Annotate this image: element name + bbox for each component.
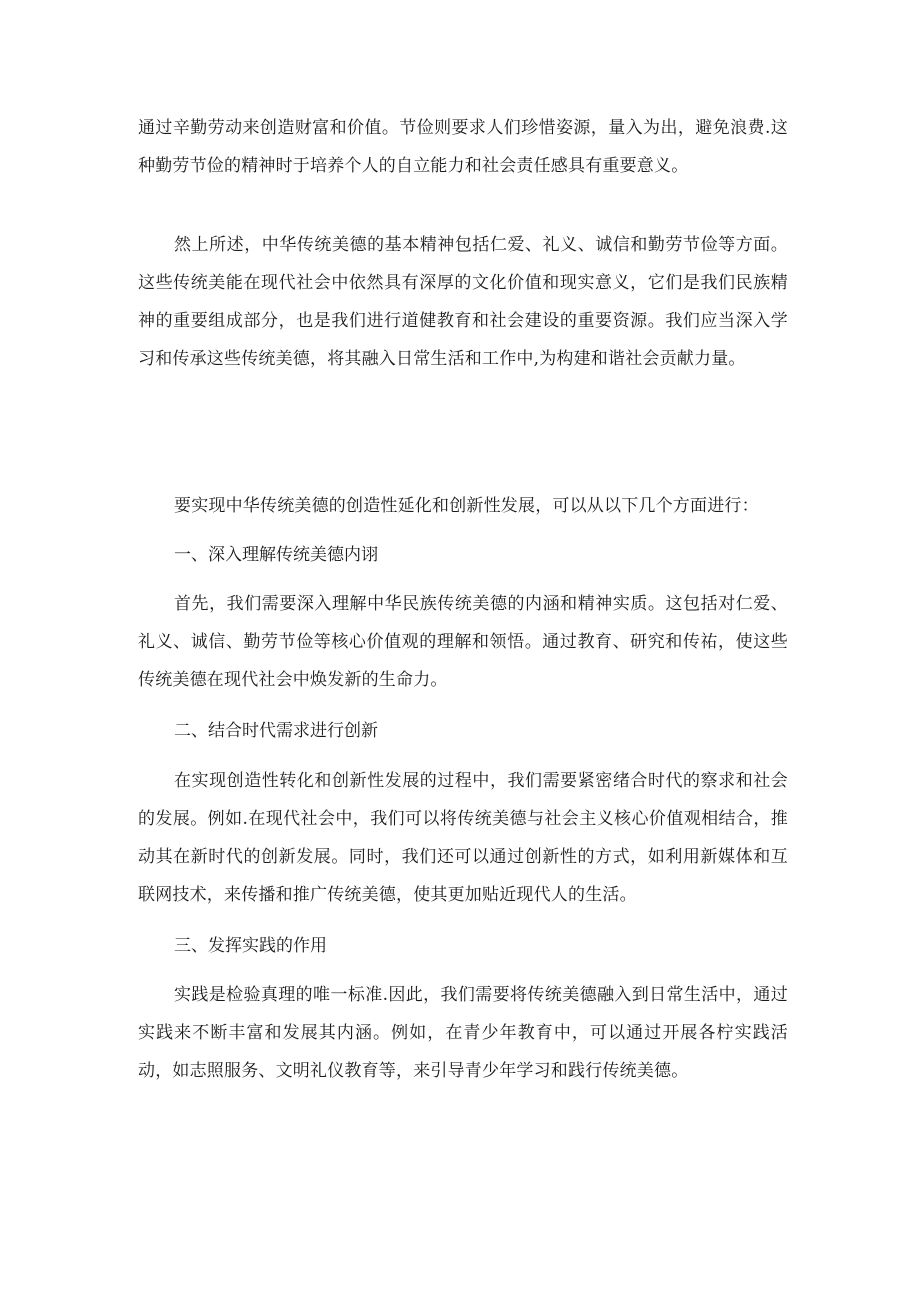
paragraph-summary: 然上所述，中华传统美德的基本精神包括仁爱、礼义、诚信和勤劳节俭等方面。这些传统美能在现代社会中依然具有深厚的文化价值和现实意义，它们是我们民族精神的重要组成部分，也是我们进行道健教育和社会建设的重要资源。我们应当深入学习和传承这些传统美德，将其融入日常生活和工作中,为构建和谐社会贡献力量。 xyxy=(138,235,788,369)
section-heading-1: 一、深入理解传统美德内诩 xyxy=(174,545,378,565)
section-heading-2: 二、结合时代需求进行创新 xyxy=(174,721,378,741)
paragraph-combine-times: 在实现创造性转化和创新性发展的过程中，我们需要紧密绪合时代的察求和社会的发展。例如.在现代社会中，我们可以将传统美德与社会主义核心价值观相结合，推动其在新时代的创新发展。同时，我们还可以通过创新性的方式，如利用新媒体和互联网技术，来传播和推广传统美德，使其更加贴近现代人的生活。 xyxy=(138,771,788,905)
paragraph-intro-innovation: 要实现中华传统美德的创造性延化和创新性发展，可以从以下几个方面进行： xyxy=(174,496,759,516)
paragraph-diligence-thrift: 通过辛勤劳动来创造财富和价值。节俭则要求人们珍惜姿源，量入为出，避免浪费.这种勤劳节俭的精神时于培养个人的自立能力和社会责任感具有重要意义。 xyxy=(138,118,788,176)
paragraph-understand-connotation: 首先，我们需要深入理解中华民族传统美德的内涵和精神实质。这包括对仁爱、礼义、诚信、勤劳节俭等核心价值观的理解和领悟。通过教育、研究和传祐，使这些传统美德在现代社会中焕发新的生命力。 xyxy=(138,594,788,690)
paragraph-practice-role: 实践是检验真理的唯一标准.因此，我们需要将传统美德融入到日常生活中，通过实践来不断丰富和发展其内涵。例如，在青少年教育中，可以通过开展各柠实践活动，如志照服务、文明礼仪教育等，来引导青少年学习和践行传统美德。 xyxy=(138,985,788,1081)
section-heading-3: 三、发挥实践的作用 xyxy=(174,936,327,956)
